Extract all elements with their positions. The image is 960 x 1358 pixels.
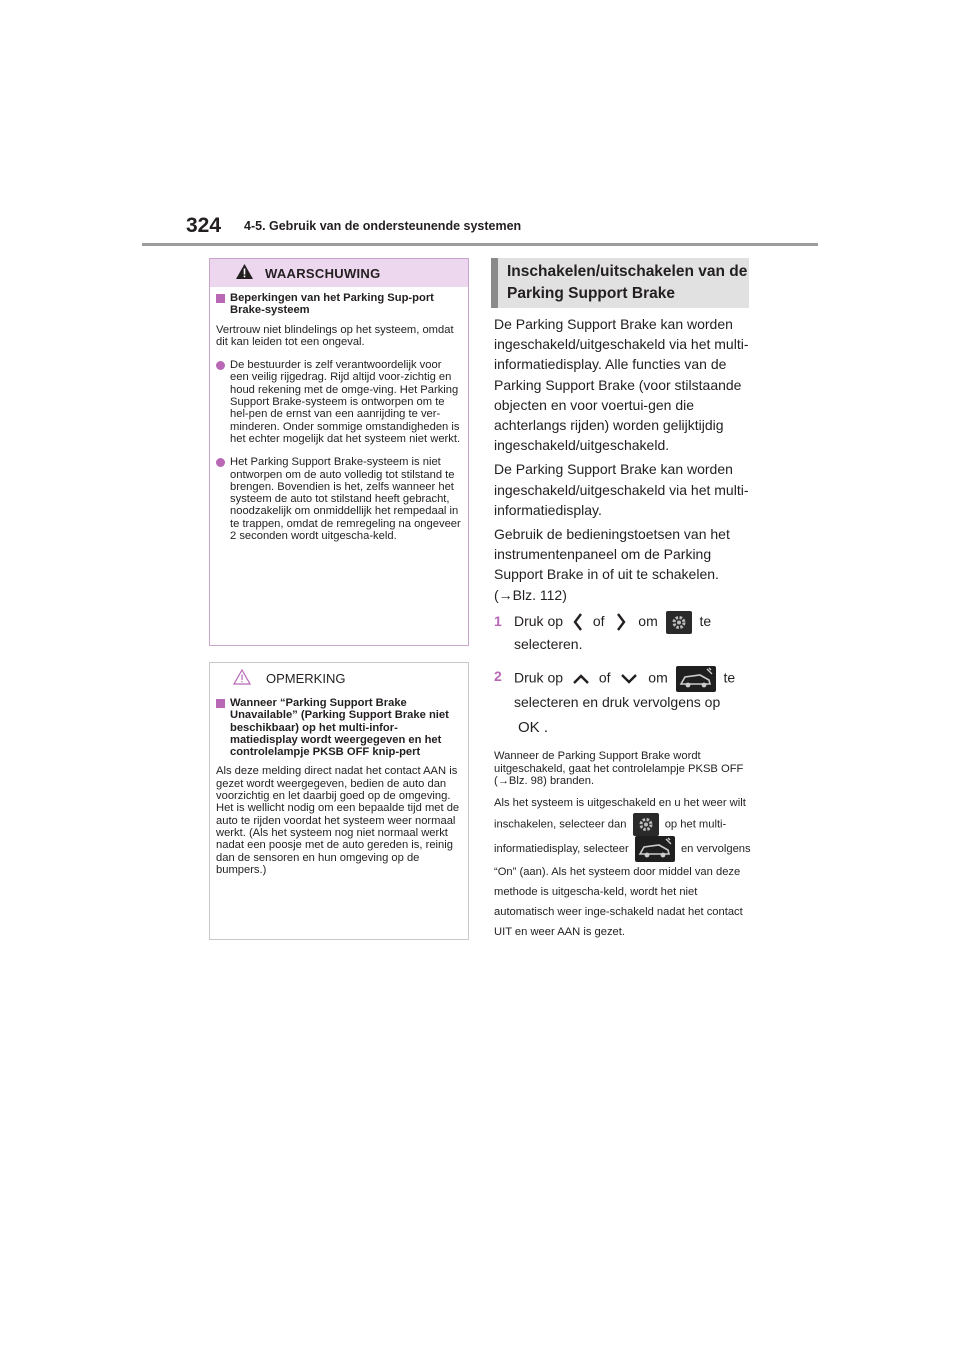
small-paragraph: Wanneer de Parking Support Brake wordt uitgeschakeld, gaat het controlelampje PKSB OFF (→Blz. 98) branden.	[494, 750, 744, 788]
note-text	[494, 750, 754, 942]
warning-heading-text: Beperkingen van het Parking Sup-port Brake-systeem	[230, 292, 434, 317]
note-body: Als deze melding direct nadat het contact AAN is gezet wordt weergegeven, bedien de auto dan voorzichtig en let daarbij goed op de omgeving. Het is wellicht nodig om een bepaalde tijd met de auto te rijden voordat het systeem weer normaal werkt. (Als het systeem nog niet normaal werkt nadat een poosje met de auto gereden is, reinig dan de sensoren en hun omgeving op de bumpers.)	[216, 765, 460, 876]
step-text: .	[543, 719, 549, 737]
step-number: 2	[494, 668, 502, 685]
step-number: 1	[494, 612, 502, 629]
right-column	[494, 314, 754, 948]
section-heading: Inschakelen/uitschakelen van de Parking Support Brake	[491, 258, 749, 308]
ok-button-label: OK	[518, 719, 540, 737]
round-bullet-icon	[216, 361, 225, 370]
warning-box	[209, 258, 469, 646]
step-2	[494, 666, 754, 712]
step-text: of	[592, 613, 605, 630]
warning-bullet-text: De bestuurder is zelf verantwoordelijk voor een veilig rijgedrag. Rijd altijd voor-zichtig en houd rekening met de omge-ving. Het Parking Support Brake-systeem is ontworpen om te hel-pen de ernst van een aanrijding te ver-minderen. Onder sommige omstandigheden is het echter mogelijk dat het systeem niet werkt.	[230, 359, 461, 445]
chevron-left-icon	[573, 612, 583, 632]
step-text: om	[638, 613, 658, 630]
note-box	[209, 662, 469, 940]
caution-triangle-icon	[233, 669, 251, 688]
header-rule	[142, 243, 818, 246]
square-bullet-icon	[216, 294, 225, 303]
note-title: OPMERKING	[266, 670, 346, 686]
step-text: Druk op	[514, 669, 564, 686]
settings-gear-icon	[633, 813, 659, 836]
step-text: of	[598, 669, 611, 686]
step-text: te selecteren en druk vervolgens op	[514, 669, 736, 711]
square-bullet-icon	[216, 699, 225, 708]
page-number: 324	[186, 214, 222, 237]
small-text: en vervolgens “On” (aan). Als het systeem door middel van deze methode is uitgescha-keld, wordt het niet automatisch weer inge-schakeld nadat het contact UIT en weer AAN is gezet.	[494, 843, 751, 939]
chevron-up-icon	[572, 673, 590, 685]
small-text: Als het systeem is uitgeschakeld en u het weer wilt inschakelen, selecteer dan	[494, 797, 746, 831]
parking-support-brake-icon	[635, 836, 675, 862]
step-text: Druk op	[514, 613, 564, 630]
parking-support-brake-icon	[676, 666, 716, 692]
warning-heading	[216, 292, 462, 317]
step-1	[494, 611, 754, 654]
warning-bullet-text: Het Parking Support Brake-systeem is niet ontworpen om de auto volledig tot stilstand te brengen. Bovendien is het, zelfs wanneer het systeem de auto tot stilstand heeft gebracht, noodzakelijk om onmiddellijk het rempedaal in te trappen, omdat de remregeling na ongeveer 2 seconden wordt uitgescha-keld.	[230, 456, 461, 543]
chevron-right-icon	[616, 612, 626, 632]
round-bullet-icon	[216, 458, 225, 467]
warning-bullet	[216, 456, 462, 542]
paragraph: Gebruik de bedieningstoetsen van het instrumentenpaneel om de Parking Support Brake in of uit te schakelen.	[494, 526, 730, 583]
chevron-down-icon	[620, 673, 638, 685]
warning-header	[210, 259, 468, 287]
page-reference: (→Blz. 112)	[494, 586, 567, 603]
small-paragraph	[494, 793, 754, 942]
warning-title: WAARSCHUWING	[265, 265, 381, 281]
warning-bullet	[216, 359, 462, 445]
note-heading	[216, 697, 462, 758]
small-text: op het multi-informatiedisplay, selecteer	[494, 818, 727, 856]
warning-intro: Vertrouw niet blindelings op het systeem, omdat dit kan leiden tot een ongeval.	[216, 323, 454, 348]
note-heading-text: Wanneer “Parking Support Brake Unavailable” (Parking Support Brake niet beschikbaar) op het multi-infor-matiedisplay wordt weergegeven en het controlelampje PKSB OFF knip-pert	[230, 697, 449, 759]
ok-line	[518, 718, 754, 738]
step-text: te selecteren.	[514, 613, 712, 652]
paragraph: De Parking Support Brake kan worden ingeschakeld/uitgeschakeld via het multi-informatiedisplay. Alle functies van de Parking Support Brake (voor stilstaande objecten en voor voertui-gen die achterlangs rijden) worden gelijktijdig ingeschakeld/uitgeschakeld.	[494, 316, 749, 454]
paragraph: De Parking Support Brake kan worden ingeschakeld/uitgeschakeld via het multi-informatiedisplay.	[494, 461, 749, 518]
section-title: 4-5. Gebruik van de ondersteunende systemen	[244, 219, 522, 233]
settings-gear-icon	[666, 611, 692, 634]
step-text: om	[648, 669, 668, 686]
note-header	[210, 663, 468, 693]
warning-triangle-icon	[236, 264, 253, 282]
